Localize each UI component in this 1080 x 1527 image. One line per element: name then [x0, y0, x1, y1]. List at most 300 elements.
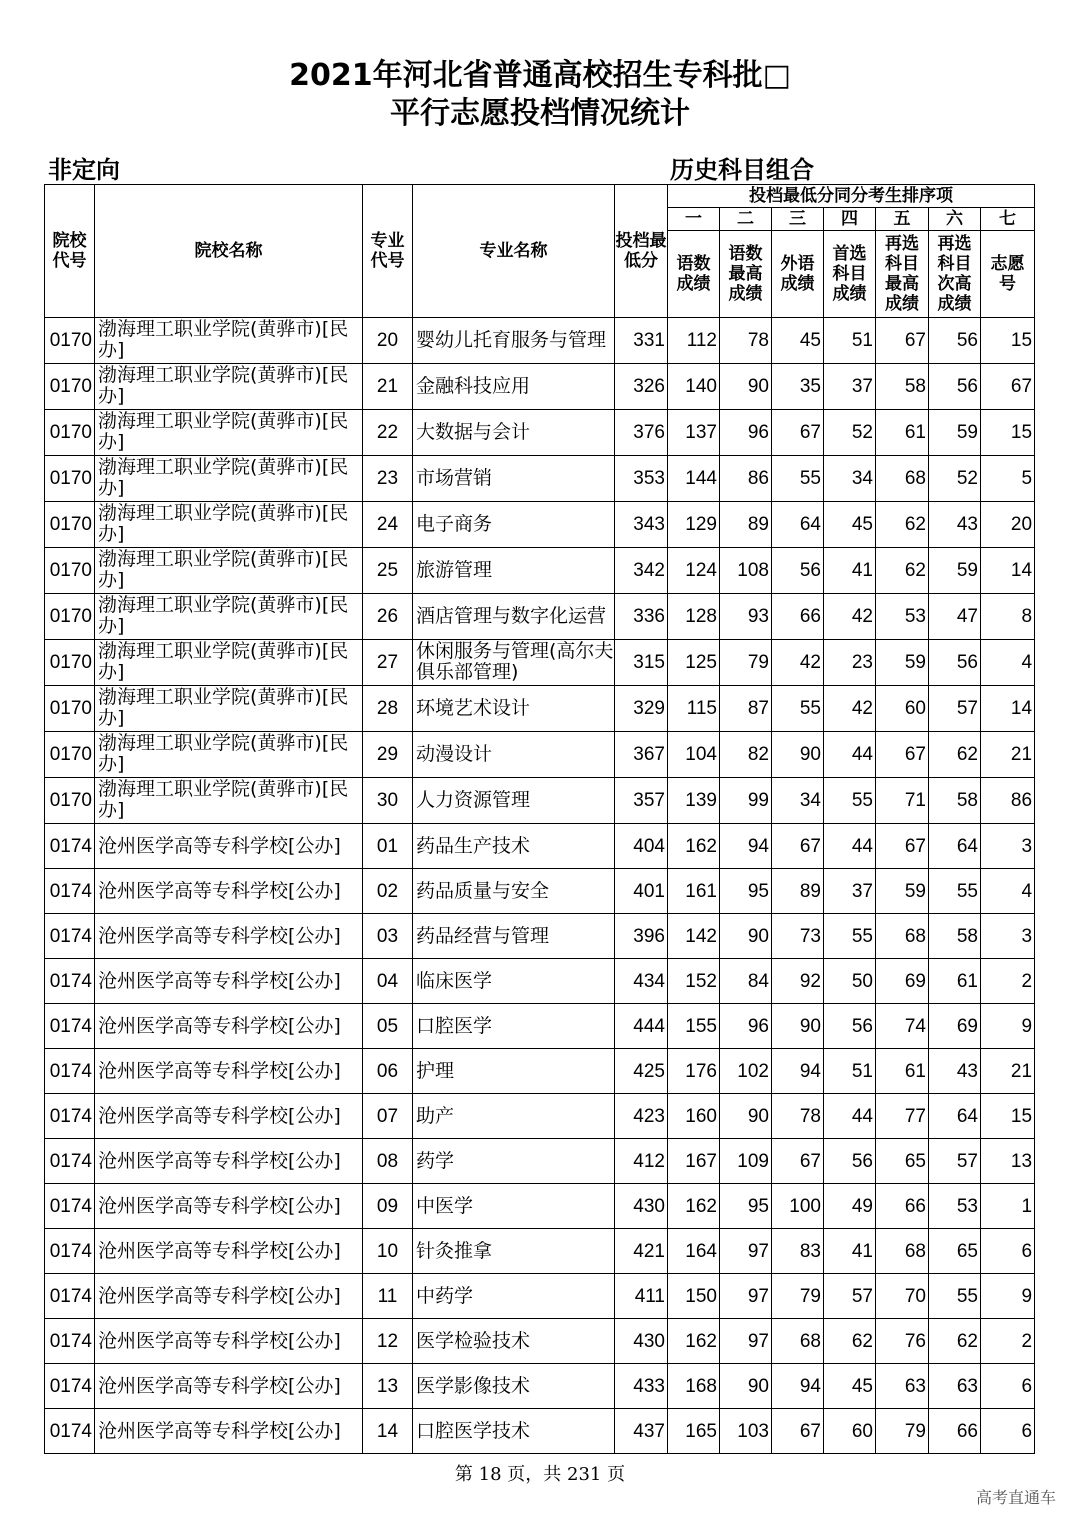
major-code-cell: 13 — [363, 1364, 413, 1409]
major-code-cell: 29 — [363, 732, 413, 778]
score-foreign-lang-cell: 56 — [772, 548, 824, 594]
score-foreign-lang-cell: 67 — [772, 824, 824, 869]
school-code-cell: 0170 — [45, 502, 95, 548]
score-elective-max-cell: 71 — [876, 778, 929, 824]
school-code-cell: 0174 — [45, 914, 95, 959]
score-elective-second-cell: 65 — [929, 1229, 981, 1274]
school-code-cell: 0174 — [45, 1184, 95, 1229]
header-major-code: 专业代号 — [363, 185, 413, 318]
table-row — [45, 1319, 1035, 1364]
score-first-subject-cell: 23 — [824, 640, 876, 686]
header-item-2: 语数最高成绩 — [720, 231, 772, 318]
choice-number-cell: 15 — [981, 1094, 1035, 1139]
major-code-cell: 25 — [363, 548, 413, 594]
major-code-cell: 24 — [363, 502, 413, 548]
score-chinese-math-max-cell: 90 — [720, 364, 772, 410]
major-name-cell: 医学检验技术 — [413, 1319, 615, 1364]
page-footer: 第 18 页，共 231 页 — [454, 1464, 626, 1485]
choice-number-cell: 21 — [981, 1049, 1035, 1094]
score-chinese-math-max-cell: 86 — [720, 456, 772, 502]
min-score-cell: 433 — [615, 1364, 668, 1409]
table-row — [45, 364, 1035, 410]
score-chinese-math-max-cell: 96 — [720, 1004, 772, 1049]
min-score-cell: 396 — [615, 914, 668, 959]
score-chinese-math-cell: 142 — [668, 914, 720, 959]
table-row — [45, 914, 1035, 959]
table-row — [45, 778, 1035, 824]
score-elective-max-cell: 65 — [876, 1139, 929, 1184]
score-chinese-math-cell: 129 — [668, 502, 720, 548]
header-order-1: 一 — [668, 208, 720, 231]
score-elective-second-cell: 55 — [929, 1274, 981, 1319]
score-elective-max-cell: 76 — [876, 1319, 929, 1364]
major-code-cell: 21 — [363, 364, 413, 410]
score-elective-second-cell: 53 — [929, 1184, 981, 1229]
score-first-subject-cell: 51 — [824, 318, 876, 364]
score-chinese-math-cell: 160 — [668, 1094, 720, 1139]
school-code-cell: 0174 — [45, 869, 95, 914]
school-code-cell: 0174 — [45, 1094, 95, 1139]
choice-number-cell: 1 — [981, 1184, 1035, 1229]
score-chinese-math-max-cell: 90 — [720, 1094, 772, 1139]
score-foreign-lang-cell: 79 — [772, 1274, 824, 1319]
table-row — [45, 1364, 1035, 1409]
header-order-6: 六 — [929, 208, 981, 231]
choice-number-cell: 14 — [981, 686, 1035, 732]
choice-number-cell: 21 — [981, 732, 1035, 778]
min-score-cell: 411 — [615, 1274, 668, 1319]
score-elective-second-cell: 63 — [929, 1364, 981, 1409]
score-first-subject-cell: 44 — [824, 824, 876, 869]
major-code-cell: 27 — [363, 640, 413, 686]
score-elective-second-cell: 43 — [929, 1049, 981, 1094]
score-first-subject-cell: 44 — [824, 1094, 876, 1139]
choice-number-cell: 6 — [981, 1409, 1035, 1454]
table-row — [45, 1229, 1035, 1274]
choice-number-cell: 6 — [981, 1364, 1035, 1409]
score-elective-max-cell: 68 — [876, 1229, 929, 1274]
header-item-3: 外语成绩 — [772, 231, 824, 318]
header-item-1: 语数成绩 — [668, 231, 720, 318]
score-chinese-math-max-cell: 97 — [720, 1274, 772, 1319]
score-first-subject-cell: 44 — [824, 732, 876, 778]
watermark: 高考直通车 — [975, 1488, 1056, 1507]
major-name-cell: 口腔医学 — [413, 1004, 615, 1049]
major-code-cell: 22 — [363, 410, 413, 456]
score-elective-max-cell: 58 — [876, 364, 929, 410]
choice-number-cell: 15 — [981, 410, 1035, 456]
score-chinese-math-cell: 124 — [668, 548, 720, 594]
score-elective-max-cell: 68 — [876, 456, 929, 502]
table-row — [45, 548, 1035, 594]
score-chinese-math-cell: 150 — [668, 1274, 720, 1319]
score-chinese-math-cell: 167 — [668, 1139, 720, 1184]
table-row — [45, 1094, 1035, 1139]
header-item-5: 再选科目最高成绩 — [876, 231, 929, 318]
major-name-cell: 环境艺术设计 — [413, 686, 615, 732]
score-first-subject-cell: 37 — [824, 869, 876, 914]
choice-number-cell: 4 — [981, 640, 1035, 686]
school-code-cell: 0170 — [45, 686, 95, 732]
score-foreign-lang-cell: 90 — [772, 732, 824, 778]
score-elective-second-cell: 66 — [929, 1409, 981, 1454]
header-order-5: 五 — [876, 208, 929, 231]
major-name-cell: 休闲服务与管理(高尔夫俱乐部管理) — [413, 640, 615, 686]
score-foreign-lang-cell: 83 — [772, 1229, 824, 1274]
score-first-subject-cell: 56 — [824, 1139, 876, 1184]
score-first-subject-cell: 62 — [824, 1319, 876, 1364]
major-code-cell: 03 — [363, 914, 413, 959]
choice-number-cell: 14 — [981, 548, 1035, 594]
score-foreign-lang-cell: 35 — [772, 364, 824, 410]
major-code-cell: 05 — [363, 1004, 413, 1049]
score-elective-second-cell: 56 — [929, 318, 981, 364]
score-foreign-lang-cell: 67 — [772, 1409, 824, 1454]
header-tiebreak-group: 投档最低分同分考生排序项 — [668, 185, 1035, 208]
score-first-subject-cell: 42 — [824, 594, 876, 640]
major-code-cell: 09 — [363, 1184, 413, 1229]
score-chinese-math-cell: 137 — [668, 410, 720, 456]
page-title-line1: 2021年河北省普通高校招生专科批□ — [289, 58, 791, 93]
major-code-cell: 07 — [363, 1094, 413, 1139]
table-row — [45, 1409, 1035, 1454]
score-foreign-lang-cell: 92 — [772, 959, 824, 1004]
major-code-cell: 08 — [363, 1139, 413, 1184]
score-elective-max-cell: 69 — [876, 959, 929, 1004]
min-score-cell: 430 — [615, 1319, 668, 1364]
major-name-cell: 市场营销 — [413, 456, 615, 502]
min-score-cell: 412 — [615, 1139, 668, 1184]
choice-number-cell: 15 — [981, 318, 1035, 364]
school-name-cell: 沧州医学高等专科学校[公办] — [95, 869, 363, 914]
score-elective-second-cell: 64 — [929, 1094, 981, 1139]
min-score-cell: 404 — [615, 824, 668, 869]
major-name-cell: 动漫设计 — [413, 732, 615, 778]
school-name-cell: 沧州医学高等专科学校[公办] — [95, 1004, 363, 1049]
major-name-cell: 中医学 — [413, 1184, 615, 1229]
school-code-cell: 0174 — [45, 1274, 95, 1319]
table-row — [45, 824, 1035, 869]
score-elective-max-cell: 79 — [876, 1409, 929, 1454]
school-name-cell: 渤海理工职业学院(黄骅市)[民办] — [95, 640, 363, 686]
score-chinese-math-cell: 164 — [668, 1229, 720, 1274]
min-score-cell: 353 — [615, 456, 668, 502]
major-code-cell: 30 — [363, 778, 413, 824]
min-score-cell: 315 — [615, 640, 668, 686]
score-first-subject-cell: 56 — [824, 1004, 876, 1049]
score-chinese-math-max-cell: 84 — [720, 959, 772, 1004]
major-code-cell: 23 — [363, 456, 413, 502]
table-row — [45, 686, 1035, 732]
major-name-cell: 针灸推拿 — [413, 1229, 615, 1274]
min-score-cell: 430 — [615, 1184, 668, 1229]
choice-number-cell: 6 — [981, 1229, 1035, 1274]
score-first-subject-cell: 45 — [824, 502, 876, 548]
score-elective-second-cell: 62 — [929, 732, 981, 778]
score-chinese-math-cell: 125 — [668, 640, 720, 686]
school-code-cell: 0174 — [45, 1319, 95, 1364]
score-chinese-math-max-cell: 109 — [720, 1139, 772, 1184]
major-name-cell: 医学影像技术 — [413, 1364, 615, 1409]
table-row — [45, 1274, 1035, 1319]
score-elective-max-cell: 60 — [876, 686, 929, 732]
page-title-line2: 平行志愿投档情况统计 — [390, 96, 690, 131]
header-item-4: 首选科目成绩 — [824, 231, 876, 318]
score-first-subject-cell: 37 — [824, 364, 876, 410]
choice-number-cell: 5 — [981, 456, 1035, 502]
header-school-code: 院校代号 — [45, 185, 95, 318]
table-row — [45, 594, 1035, 640]
score-elective-second-cell: 58 — [929, 778, 981, 824]
score-foreign-lang-cell: 94 — [772, 1364, 824, 1409]
school-name-cell: 渤海理工职业学院(黄骅市)[民办] — [95, 364, 363, 410]
score-chinese-math-max-cell: 103 — [720, 1409, 772, 1454]
major-code-cell: 12 — [363, 1319, 413, 1364]
school-name-cell: 渤海理工职业学院(黄骅市)[民办] — [95, 502, 363, 548]
choice-number-cell: 2 — [981, 1319, 1035, 1364]
score-first-subject-cell: 55 — [824, 914, 876, 959]
major-name-cell: 婴幼儿托育服务与管理 — [413, 318, 615, 364]
score-chinese-math-cell: 162 — [668, 1184, 720, 1229]
major-code-cell: 11 — [363, 1274, 413, 1319]
table-row — [45, 410, 1035, 456]
major-code-cell: 14 — [363, 1409, 413, 1454]
min-score-cell: 342 — [615, 548, 668, 594]
score-elective-second-cell: 62 — [929, 1319, 981, 1364]
school-code-cell: 0170 — [45, 364, 95, 410]
score-elective-second-cell: 56 — [929, 640, 981, 686]
major-code-cell: 26 — [363, 594, 413, 640]
school-code-cell: 0174 — [45, 1139, 95, 1184]
header-major-name: 专业名称 — [413, 185, 615, 318]
score-foreign-lang-cell: 73 — [772, 914, 824, 959]
school-code-cell: 0170 — [45, 456, 95, 502]
score-chinese-math-max-cell: 79 — [720, 640, 772, 686]
score-chinese-math-cell: 104 — [668, 732, 720, 778]
choice-number-cell: 86 — [981, 778, 1035, 824]
score-elective-second-cell: 52 — [929, 456, 981, 502]
school-code-cell: 0174 — [45, 1409, 95, 1454]
min-score-cell: 357 — [615, 778, 668, 824]
score-chinese-math-max-cell: 97 — [720, 1319, 772, 1364]
major-code-cell: 28 — [363, 686, 413, 732]
school-code-cell: 0170 — [45, 594, 95, 640]
score-elective-max-cell: 59 — [876, 869, 929, 914]
score-chinese-math-max-cell: 96 — [720, 410, 772, 456]
score-elective-max-cell: 61 — [876, 410, 929, 456]
school-code-cell: 0170 — [45, 548, 95, 594]
min-score-cell: 329 — [615, 686, 668, 732]
school-name-cell: 沧州医学高等专科学校[公办] — [95, 1049, 363, 1094]
score-foreign-lang-cell: 94 — [772, 1049, 824, 1094]
school-code-cell: 0174 — [45, 1229, 95, 1274]
score-first-subject-cell: 45 — [824, 1364, 876, 1409]
score-chinese-math-cell: 176 — [668, 1049, 720, 1094]
score-chinese-math-max-cell: 89 — [720, 502, 772, 548]
school-code-cell: 0170 — [45, 640, 95, 686]
school-name-cell: 渤海理工职业学院(黄骅市)[民办] — [95, 594, 363, 640]
score-elective-second-cell: 59 — [929, 410, 981, 456]
score-elective-second-cell: 64 — [929, 824, 981, 869]
score-elective-second-cell: 69 — [929, 1004, 981, 1049]
score-foreign-lang-cell: 67 — [772, 410, 824, 456]
score-chinese-math-max-cell: 97 — [720, 1229, 772, 1274]
score-first-subject-cell: 41 — [824, 548, 876, 594]
school-name-cell: 沧州医学高等专科学校[公办] — [95, 959, 363, 1004]
school-name-cell: 沧州医学高等专科学校[公办] — [95, 1094, 363, 1139]
school-name-cell: 沧州医学高等专科学校[公办] — [95, 1139, 363, 1184]
score-first-subject-cell: 60 — [824, 1409, 876, 1454]
category-label: 非定向 — [48, 156, 120, 184]
score-first-subject-cell: 49 — [824, 1184, 876, 1229]
score-foreign-lang-cell: 67 — [772, 1139, 824, 1184]
score-chinese-math-cell: 140 — [668, 364, 720, 410]
school-name-cell: 沧州医学高等专科学校[公办] — [95, 1409, 363, 1454]
score-chinese-math-cell: 144 — [668, 456, 720, 502]
score-elective-max-cell: 68 — [876, 914, 929, 959]
choice-number-cell: 20 — [981, 502, 1035, 548]
table-row — [45, 732, 1035, 778]
score-foreign-lang-cell: 45 — [772, 318, 824, 364]
major-code-cell: 20 — [363, 318, 413, 364]
table-row — [45, 318, 1035, 364]
subject-group-label: 历史科目组合 — [670, 156, 814, 184]
table-row — [45, 1049, 1035, 1094]
score-elective-max-cell: 62 — [876, 548, 929, 594]
score-chinese-math-cell: 139 — [668, 778, 720, 824]
choice-number-cell: 9 — [981, 1274, 1035, 1319]
choice-number-cell: 4 — [981, 869, 1035, 914]
score-first-subject-cell: 55 — [824, 778, 876, 824]
header-item-6: 再选科目次高成绩 — [929, 231, 981, 318]
score-chinese-math-cell: 168 — [668, 1364, 720, 1409]
score-first-subject-cell: 57 — [824, 1274, 876, 1319]
score-foreign-lang-cell: 55 — [772, 456, 824, 502]
score-foreign-lang-cell: 89 — [772, 869, 824, 914]
score-foreign-lang-cell: 64 — [772, 502, 824, 548]
score-elective-max-cell: 66 — [876, 1184, 929, 1229]
score-foreign-lang-cell: 90 — [772, 1004, 824, 1049]
major-name-cell: 临床医学 — [413, 959, 615, 1004]
major-name-cell: 大数据与会计 — [413, 410, 615, 456]
major-name-cell: 药品质量与安全 — [413, 869, 615, 914]
score-elective-second-cell: 59 — [929, 548, 981, 594]
score-first-subject-cell: 42 — [824, 686, 876, 732]
score-chinese-math-cell: 128 — [668, 594, 720, 640]
major-code-cell: 06 — [363, 1049, 413, 1094]
score-foreign-lang-cell: 55 — [772, 686, 824, 732]
min-score-cell: 425 — [615, 1049, 668, 1094]
score-elective-second-cell: 61 — [929, 959, 981, 1004]
school-code-cell: 0170 — [45, 410, 95, 456]
major-name-cell: 药品经营与管理 — [413, 914, 615, 959]
score-elective-max-cell: 67 — [876, 732, 929, 778]
major-name-cell: 药品生产技术 — [413, 824, 615, 869]
score-chinese-math-max-cell: 108 — [720, 548, 772, 594]
score-elective-max-cell: 74 — [876, 1004, 929, 1049]
choice-number-cell: 13 — [981, 1139, 1035, 1184]
major-name-cell: 中药学 — [413, 1274, 615, 1319]
school-code-cell: 0174 — [45, 1364, 95, 1409]
table-row — [45, 502, 1035, 548]
school-name-cell: 沧州医学高等专科学校[公办] — [95, 1184, 363, 1229]
table-row — [45, 456, 1035, 502]
min-score-cell: 336 — [615, 594, 668, 640]
major-name-cell: 药学 — [413, 1139, 615, 1184]
choice-number-cell: 67 — [981, 364, 1035, 410]
score-first-subject-cell: 52 — [824, 410, 876, 456]
header-min-score: 投档最低分 — [615, 185, 668, 318]
score-chinese-math-cell: 165 — [668, 1409, 720, 1454]
score-elective-second-cell: 57 — [929, 1139, 981, 1184]
table-row — [45, 959, 1035, 1004]
school-code-cell: 0170 — [45, 318, 95, 364]
score-foreign-lang-cell: 34 — [772, 778, 824, 824]
score-chinese-math-max-cell: 95 — [720, 1184, 772, 1229]
score-chinese-math-max-cell: 95 — [720, 869, 772, 914]
school-name-cell: 沧州医学高等专科学校[公办] — [95, 1364, 363, 1409]
school-code-cell: 0174 — [45, 824, 95, 869]
min-score-cell: 367 — [615, 732, 668, 778]
major-name-cell: 口腔医学技术 — [413, 1409, 615, 1454]
score-elective-max-cell: 61 — [876, 1049, 929, 1094]
major-name-cell: 旅游管理 — [413, 548, 615, 594]
major-name-cell: 金融科技应用 — [413, 364, 615, 410]
table-row — [45, 640, 1035, 686]
major-name-cell: 助产 — [413, 1094, 615, 1139]
school-code-cell: 0174 — [45, 1004, 95, 1049]
score-elective-second-cell: 47 — [929, 594, 981, 640]
score-elective-second-cell: 58 — [929, 914, 981, 959]
major-code-cell: 04 — [363, 959, 413, 1004]
min-score-cell: 401 — [615, 869, 668, 914]
header-order-7: 七 — [981, 208, 1035, 231]
header-item-7: 志愿号 — [981, 231, 1035, 318]
header-order-2: 二 — [720, 208, 772, 231]
score-foreign-lang-cell: 66 — [772, 594, 824, 640]
choice-number-cell: 2 — [981, 959, 1035, 1004]
min-score-cell: 343 — [615, 502, 668, 548]
major-name-cell: 护理 — [413, 1049, 615, 1094]
score-chinese-math-max-cell: 87 — [720, 686, 772, 732]
score-chinese-math-max-cell: 102 — [720, 1049, 772, 1094]
score-elective-max-cell: 67 — [876, 318, 929, 364]
score-chinese-math-cell: 115 — [668, 686, 720, 732]
min-score-cell: 423 — [615, 1094, 668, 1139]
score-first-subject-cell: 34 — [824, 456, 876, 502]
school-name-cell: 渤海理工职业学院(黄骅市)[民办] — [95, 410, 363, 456]
score-chinese-math-cell: 152 — [668, 959, 720, 1004]
school-name-cell: 渤海理工职业学院(黄骅市)[民办] — [95, 318, 363, 364]
school-code-cell: 0174 — [45, 959, 95, 1004]
min-score-cell: 444 — [615, 1004, 668, 1049]
table-row — [45, 1184, 1035, 1229]
score-chinese-math-max-cell: 94 — [720, 824, 772, 869]
score-chinese-math-max-cell: 82 — [720, 732, 772, 778]
min-score-cell: 326 — [615, 364, 668, 410]
school-name-cell: 渤海理工职业学院(黄骅市)[民办] — [95, 732, 363, 778]
choice-number-cell: 3 — [981, 824, 1035, 869]
school-code-cell: 0170 — [45, 778, 95, 824]
choice-number-cell: 3 — [981, 914, 1035, 959]
score-first-subject-cell: 51 — [824, 1049, 876, 1094]
score-elective-second-cell: 55 — [929, 869, 981, 914]
score-chinese-math-cell: 112 — [668, 318, 720, 364]
score-chinese-math-cell: 155 — [668, 1004, 720, 1049]
school-name-cell: 沧州医学高等专科学校[公办] — [95, 1229, 363, 1274]
min-score-cell: 437 — [615, 1409, 668, 1454]
major-code-cell: 10 — [363, 1229, 413, 1274]
